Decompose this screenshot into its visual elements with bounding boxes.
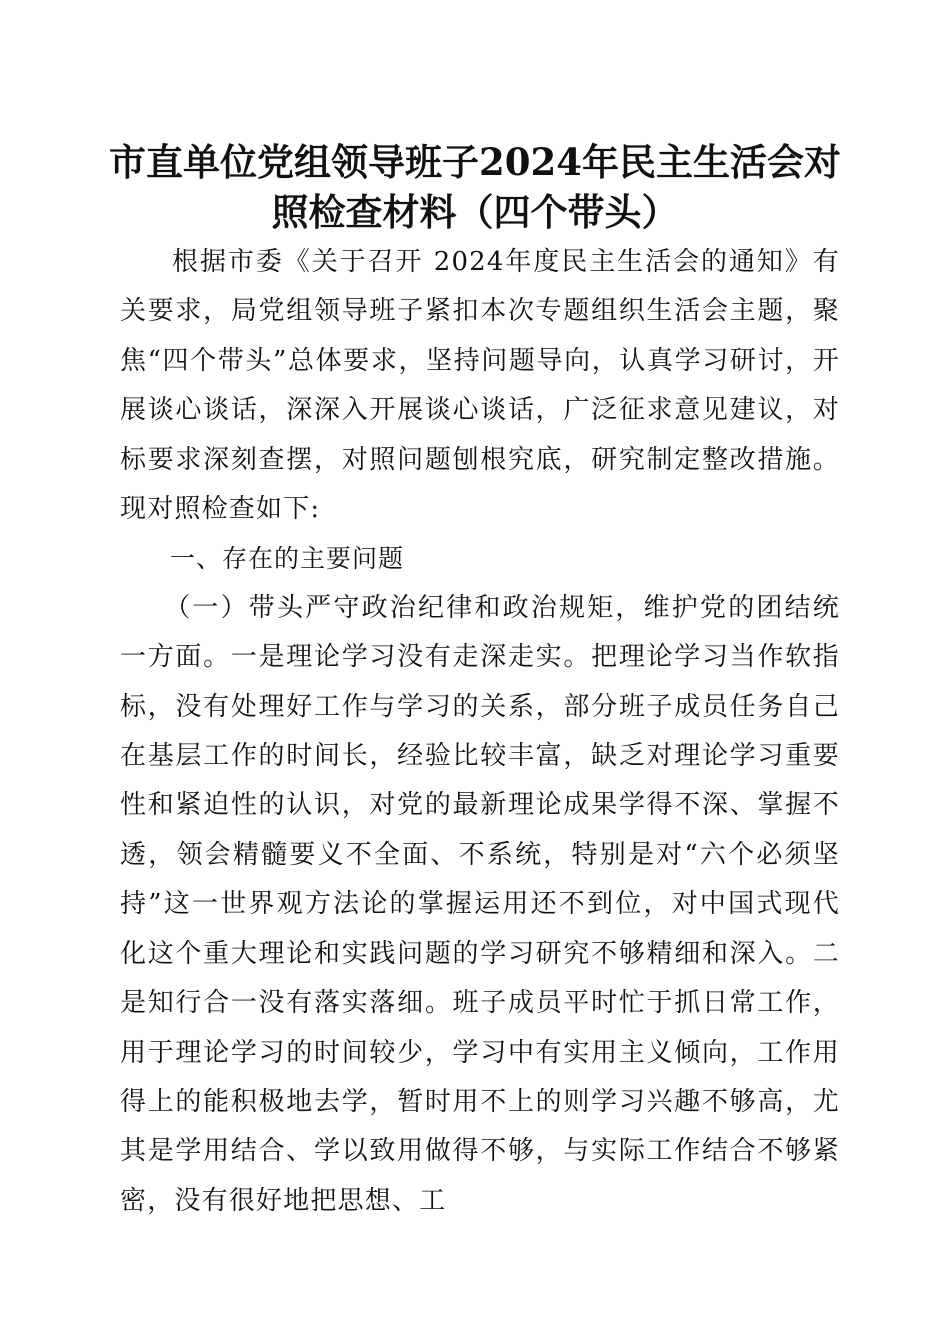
- document-title-line-1: 市直单位党组领导班子2024年民主生活会对: [109, 140, 841, 184]
- document-body: [120, 238, 840, 1226]
- section-heading-problems: 一、存在的主要问题: [170, 544, 405, 574]
- section-1-paragraph: （一）带头严守政治纪律和政治规矩，维护党的团结统一方面。一是理论学习没有走深走实。把理论学习当作软指标，没有处理好工作与学习的关系，部分班子成员任务自己在基层工作的时间长，经验比较丰富，缺乏对理论学习重要性和紧迫性的认识，对党的最新理论成果学得不深、掌握不透，领会精髓要义不全面、不系统，特别是对“六个必须坚持”这一世界观方法论的掌握运用还不到位，对中国式现代化这个重大理论和实践问题的学习研究不够精细和深入。二是知行合一没有落实落细。班子成员平时忙于抓日常工作，用于理论学习的时间较少，学习中有实用主义倾向，工作用得上的能积极地去学，暂时用不上的则学习兴趣不够高，尤其是学用结合、学以致用做得不够，与实际工作结合不够紧密，没有很好地把思想、工: [120, 592, 840, 1216]
- intro-paragraph: 根据市委《关于召开 2024年度民主生活会的通知》有关要求，局党组领导班子紧扣本次专题组织生活会主题，聚焦“四个带头”总体要求，坚持问题导向，认真学习研讨，开展谈心谈话，深深入开展谈心谈话，广泛征求意见建议，对标要求深刻查摆，对照问题刨根究底，研究制定整改措施。现对照检查如下:: [120, 247, 840, 525]
- document-title-line-2: 照检查材料（四个带头）: [271, 190, 679, 234]
